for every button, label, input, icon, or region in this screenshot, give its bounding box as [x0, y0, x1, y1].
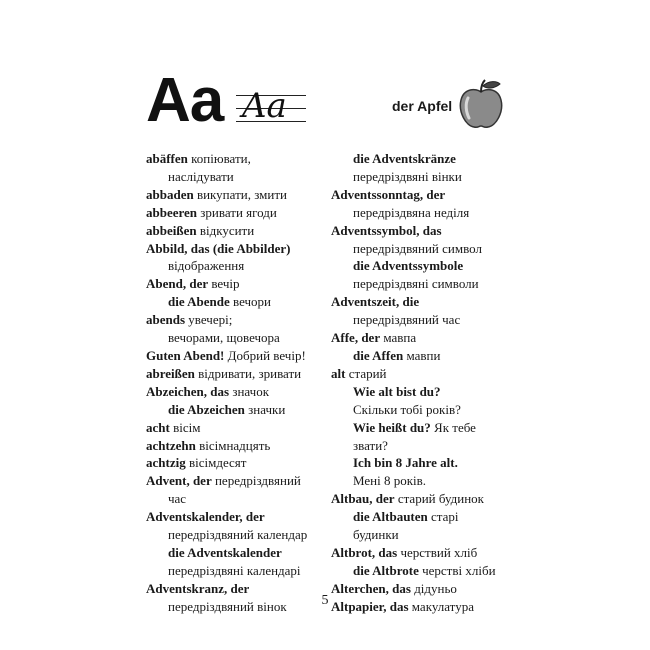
dictionary-entry-line	[146, 150, 326, 168]
entry-translation: увечері;	[185, 312, 233, 328]
dictionary-entry-line	[331, 383, 511, 401]
dictionary-entry-line	[331, 454, 511, 472]
entry-translation: вечорами, щовечора	[168, 330, 280, 346]
entry-translation: наслідувати	[168, 168, 234, 184]
entry-translation: передріздвяний вінок	[168, 598, 287, 614]
entry-translation: вісім	[169, 419, 201, 435]
dictionary-entry-line	[146, 186, 326, 204]
entry-headword: Adventskranz, der	[146, 580, 250, 596]
entry-translation: Добрий вечір!	[224, 347, 306, 363]
dictionary-entry-line	[146, 490, 326, 508]
dictionary-entry-line	[146, 311, 326, 329]
entry-translation: передріздвяний час	[353, 312, 461, 328]
entry-headword: alt	[331, 365, 346, 381]
dictionary-entry-line	[331, 311, 511, 329]
entry-translation: вечір	[208, 276, 240, 292]
entry-translation: Як тебе	[430, 419, 476, 435]
entry-headword: die Abzeichen	[168, 401, 245, 417]
entry-translation: черствий хліб	[397, 544, 478, 560]
dictionary-entry-line	[331, 401, 511, 419]
entry-headword: die Adventssymbole	[353, 258, 464, 274]
dictionary-entry-line	[146, 240, 326, 258]
dictionary-entry-line	[331, 526, 511, 544]
entry-translation: Мені 8 років.	[353, 473, 427, 489]
dictionary-entry-line	[331, 204, 511, 222]
script-letter-box	[236, 86, 306, 128]
illustration-caption: der Apfel	[392, 98, 453, 114]
dictionary-entry-line	[146, 526, 326, 544]
entry-translation: значки	[244, 401, 286, 417]
dictionary-entry-line	[146, 472, 326, 490]
entry-headword: Adventskalender, der	[146, 509, 265, 525]
dictionary-entry-line	[146, 293, 326, 311]
entry-headword: Abend, der	[146, 276, 209, 292]
entry-headword: abreißen	[146, 365, 195, 381]
dictionary-entry-line	[146, 168, 326, 186]
dictionary-entry-line	[146, 365, 326, 383]
dictionary-entry-line	[146, 383, 326, 401]
dictionary-entry-line	[331, 508, 511, 526]
dictionary-entry-line	[146, 454, 326, 472]
entry-translation: передріздвяний календар	[168, 527, 308, 543]
dictionary-entry-line	[331, 275, 511, 293]
entry-translation: звати?	[353, 437, 388, 453]
dictionary-entry-line	[146, 222, 326, 240]
entry-headword: die Adventskränze	[353, 151, 456, 166]
entry-translation: вісімдесят	[185, 455, 247, 471]
dictionary-entry-line	[146, 329, 326, 347]
entry-headword: Guten Abend!	[146, 347, 225, 363]
dictionary-entry-line	[331, 150, 511, 168]
entry-headword: die Abende	[168, 294, 230, 310]
entry-headword: acht	[146, 419, 170, 435]
dictionary-entry-line	[146, 544, 326, 562]
dictionary-entry-line	[331, 240, 511, 258]
entry-translation: зривати ягоди	[197, 204, 277, 220]
page-number: 5	[321, 593, 329, 608]
dictionary-entry-line	[331, 168, 511, 186]
entry-headword: Adventssonntag, der	[331, 186, 446, 202]
dictionary-entry-line	[146, 257, 326, 275]
entry-translation: передріздвяні вінки	[353, 168, 462, 184]
entry-headword: Affe, der	[331, 330, 381, 346]
dictionary-entry-line	[331, 222, 511, 240]
dictionary-entry-line	[331, 437, 511, 455]
entry-translation: час	[168, 491, 187, 507]
entry-headword: abbaden	[146, 186, 194, 202]
dictionary-entry-line	[146, 347, 326, 365]
entry-headword: Adventszeit, die	[331, 294, 420, 310]
entry-translation: передріздвяні календарі	[168, 562, 301, 578]
dictionary-entry-line	[331, 419, 511, 437]
entry-headword: achtzehn	[146, 437, 196, 453]
dictionary-entry-line	[331, 365, 511, 383]
script-letter: Aa	[242, 86, 287, 126]
entry-translation: вечори	[229, 294, 272, 310]
entry-headword: Adventssymbol, das	[331, 222, 442, 238]
entry-headword: Alterchen, das	[331, 580, 411, 596]
entry-translation: макулатура	[408, 598, 474, 614]
dictionary-entry-line	[331, 293, 511, 311]
dictionary-entry-line	[146, 508, 326, 526]
entry-headword: abbeißen	[146, 222, 197, 238]
dictionary-entry-line	[146, 204, 326, 222]
entry-translation: відривати, зривати	[194, 365, 302, 381]
entry-headword: die Altbrote	[353, 562, 419, 578]
entry-headword: achtzig	[146, 455, 186, 471]
entry-translation: копіювати,	[187, 151, 251, 166]
entry-headword: Wie heißt du?	[353, 419, 431, 435]
entry-translation: старий	[345, 365, 387, 381]
entry-headword: Altbrot, das	[331, 544, 398, 560]
dictionary-entry-line	[331, 544, 511, 562]
entry-headword: Altbau, der	[331, 491, 395, 507]
entry-translation: черстві хліби	[418, 562, 496, 578]
entry-translation: мавпи	[403, 347, 441, 363]
section-letter: Aa	[146, 66, 224, 135]
entry-headword: Abbild, das (die Abbilder)	[146, 240, 291, 256]
entry-translation: Скільки тобі років?	[353, 401, 461, 417]
apple-icon	[456, 78, 506, 130]
entry-headword: Advent, der	[146, 473, 212, 489]
entry-headword: abends	[146, 312, 186, 328]
entry-translation: мавпа	[380, 330, 417, 346]
entry-translation: відображення	[168, 258, 245, 274]
dictionary-entry-line	[331, 472, 511, 490]
entry-translation: передріздвяні символи	[353, 276, 479, 292]
entry-translation: передріздвяна неділя	[353, 204, 470, 220]
entry-headword: die Adventskalender	[168, 544, 282, 560]
entry-translation: значок	[229, 383, 270, 399]
entry-headword: Ich bin 8 Jahre alt.	[353, 455, 458, 471]
entry-headword: Altpapier, das	[331, 598, 409, 614]
entry-translation: старі	[427, 509, 459, 525]
entry-headword: die Affen	[353, 347, 404, 363]
entry-headword: Wie alt bist du?	[353, 383, 441, 399]
dictionary-entry-line	[146, 401, 326, 419]
entry-translation: викупати, змити	[193, 186, 287, 202]
entry-translation: будинки	[353, 527, 399, 543]
entries-right-column	[331, 150, 511, 616]
entry-translation: вісімнадцять	[195, 437, 271, 453]
dictionary-entry-line	[331, 257, 511, 275]
dictionary-entry-line	[331, 186, 511, 204]
entry-headword: abbeeren	[146, 204, 198, 220]
entries-left-column	[146, 150, 326, 616]
entry-translation: дідуньо	[410, 580, 457, 596]
entry-translation: старий будинок	[394, 491, 485, 507]
entry-translation: передріздвяний символ	[353, 240, 482, 256]
entry-translation: відкусити	[196, 222, 255, 238]
entry-headword: abäffen	[146, 151, 188, 166]
dictionary-entry-line	[146, 437, 326, 455]
dictionary-entry-line	[331, 329, 511, 347]
entry-translation: передріздвяний	[211, 473, 301, 489]
dictionary-entry-line	[146, 562, 326, 580]
dictionary-entry-line	[146, 419, 326, 437]
dictionary-entry-line	[331, 562, 511, 580]
entry-headword: die Altbauten	[353, 509, 428, 525]
dictionary-entry-line	[331, 347, 511, 365]
dictionary-entry-line	[146, 275, 326, 293]
entry-headword: Abzeichen, das	[146, 383, 230, 399]
dictionary-entry-line	[331, 490, 511, 508]
